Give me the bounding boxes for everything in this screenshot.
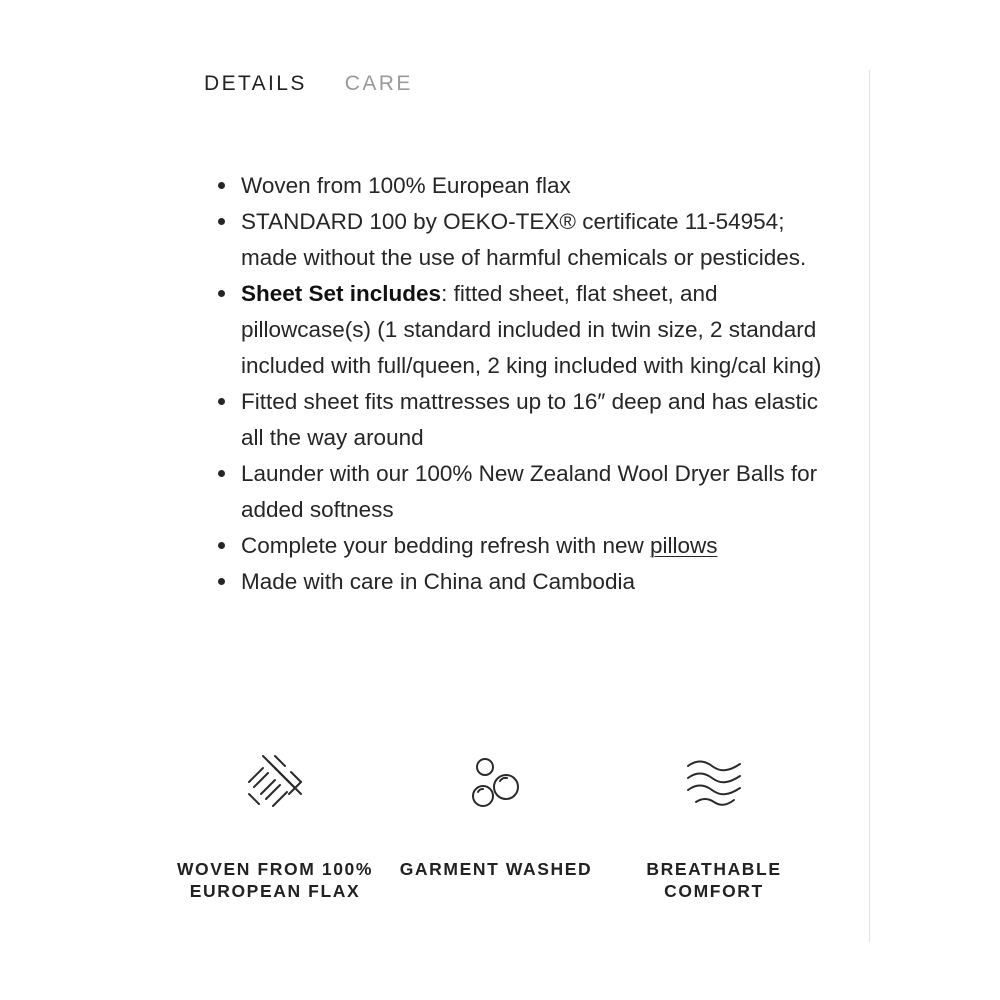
feature-breathable [594, 752, 834, 902]
tab-details[interactable]: DETAILS [204, 72, 307, 95]
feature-label-line: EUROPEAN FLAX [189, 881, 361, 901]
feature-label-line: WOVEN FROM 100% [176, 859, 374, 879]
bullet-dot [218, 578, 225, 585]
feature-garment-washed [376, 752, 616, 880]
woven-icon [245, 752, 305, 812]
feature-label [594, 858, 834, 902]
list-item-text: Made with care in China and Cambodia [241, 569, 635, 594]
feature-label [376, 858, 616, 880]
feature-label-line: COMFORT [664, 881, 764, 901]
bullet-dot [218, 398, 225, 405]
list-item [218, 384, 828, 456]
list-item [218, 564, 828, 600]
bullet-dot [218, 542, 225, 549]
list-item [218, 456, 828, 528]
waves-icon [684, 752, 744, 812]
list-item-text: : fitted sheet, flat sheet, and pillowcase(s) (1 standard included in twin size, 2 standard included with full/queen, 2 king included with king/cal king) [241, 281, 822, 378]
list-item-text: STANDARD 100 by OEKO-TEX® certificate 11-54954; made without the use of harmful chemicals or pesticides. [241, 209, 807, 270]
bullet-dot [218, 218, 225, 225]
vertical-divider [869, 70, 870, 942]
list-item [218, 204, 828, 276]
feature-label [155, 858, 395, 902]
bullet-dot [218, 182, 225, 189]
list-item [218, 276, 828, 384]
details-list [218, 168, 828, 600]
feature-label-line: GARMENT WASHED [399, 859, 593, 879]
tab-bar [204, 72, 413, 96]
list-item-text: Launder with our 100% New Zealand Wool Dryer Balls for added softness [241, 461, 818, 522]
list-item-bold: Sheet Set includes [241, 281, 442, 306]
bullet-dot [218, 290, 225, 297]
bullet-dot [218, 470, 225, 477]
list-item-text: Fitted sheet fits mattresses up to 16″ deep and has elastic all the way around [241, 389, 819, 450]
feature-label-line: BREATHABLE [646, 859, 782, 879]
list-item-text: Complete your bedding refresh with new [241, 533, 650, 558]
tab-care[interactable]: CARE [344, 72, 413, 95]
feature-woven [155, 752, 395, 902]
list-item [218, 528, 828, 564]
bubbles-icon [466, 752, 526, 812]
list-item-text: Woven from 100% European flax [241, 173, 571, 198]
list-item [218, 168, 828, 204]
pillows-link[interactable]: pillows [649, 533, 718, 558]
